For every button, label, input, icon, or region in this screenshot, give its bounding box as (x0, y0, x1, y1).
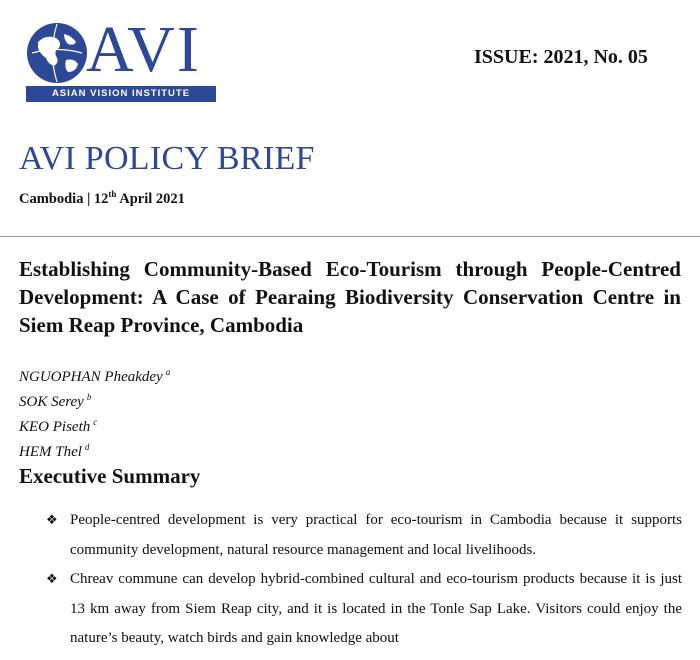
executive-summary-heading: Executive Summary (19, 464, 201, 488)
author-name: KEO Piseth (19, 419, 91, 435)
issue-number: ISSUE: 2021, No. 05 (474, 46, 648, 68)
diamond-bullet-icon: ❖ (46, 572, 58, 587)
globe-icon (26, 22, 88, 84)
dateline-prefix: Cambodia | 12 (19, 190, 109, 207)
avi-logo (26, 13, 221, 104)
diamond-bullet-icon: ❖ (46, 513, 58, 528)
author-name: HEM Thel (19, 444, 82, 460)
dateline-suffix: April 2021 (116, 190, 185, 207)
document-title: Establishing Community-Based Eco-Tourism through People-Centred Development: A Case of Pearaing Biodiversity Conservation Centre in Siem Reap Province, Cambodia (19, 257, 681, 337)
brief-title: AVI POLICY BRIEF (19, 140, 315, 177)
summary-bullet (46, 506, 682, 565)
author-item (19, 387, 170, 412)
author-list (19, 362, 170, 462)
divider (0, 236, 700, 237)
author-name: SOK Serey (19, 394, 84, 410)
author-item (19, 437, 170, 462)
logo-wordmark: AVI (86, 13, 201, 86)
author-affiliation: b (86, 392, 92, 402)
dateline-ordinal: th (108, 189, 117, 199)
logo-tagline: ASIAN VISION INSTITUTE (26, 86, 216, 102)
bullet-text: People-centred development is very practical for eco-tourism in Cambodia because it supports community development, natural resource management and local livelihoods. (70, 512, 682, 558)
author-item (19, 412, 170, 437)
author-affiliation: c (93, 417, 98, 427)
author-name: NGUOPHAN Pheakdey (19, 369, 163, 385)
author-affiliation: d (84, 442, 90, 452)
author-affiliation: a (165, 367, 171, 377)
author-item (19, 362, 170, 387)
dateline (19, 189, 185, 208)
summary-bullets (46, 506, 682, 654)
bullet-text: Chreav commune can develop hybrid-combined cultural and eco-tourism products because it is just 13 km away from Siem Reap city, and it is located in the Tonle Sap Lake. Visitors could enjoy the nature’s beauty, watch birds and gain knowledge about (70, 571, 682, 646)
summary-bullet (46, 565, 682, 654)
